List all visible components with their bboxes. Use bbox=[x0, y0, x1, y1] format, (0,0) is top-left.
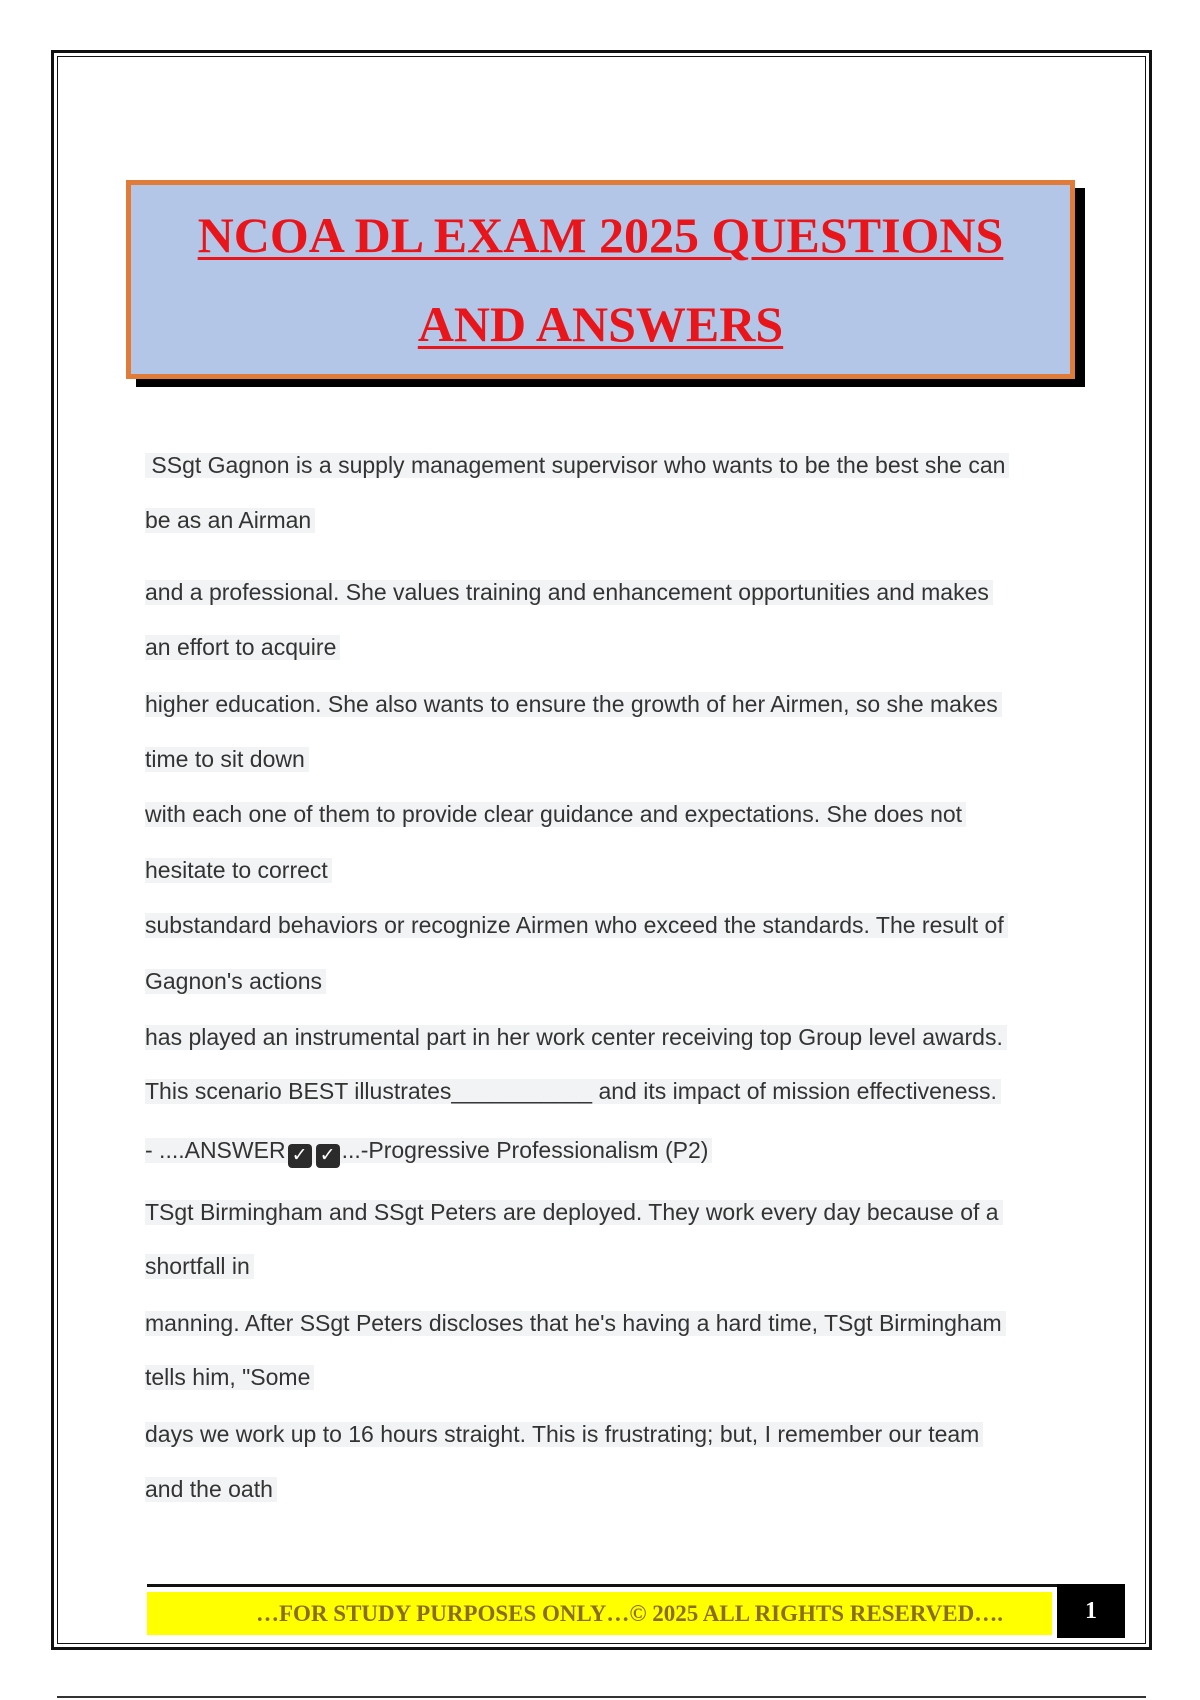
body-line: hesitate to correct bbox=[145, 858, 332, 883]
title-box bbox=[126, 180, 1075, 379]
body-line: SSgt Gagnon is a supply management supervisor who wants to be the best she can bbox=[145, 453, 1009, 478]
body-line: TSgt Birmingham and SSgt Peters are deployed. They work every day because of a bbox=[145, 1200, 1003, 1225]
body-line: and a professional. She values training and enhancement opportunities and makes bbox=[145, 580, 993, 605]
body-line: an effort to acquire bbox=[145, 635, 340, 660]
answer-prefix: - ....ANSWER bbox=[145, 1137, 286, 1163]
body-line: time to sit down bbox=[145, 747, 309, 772]
answer-text: ...-Progressive Professionalism (P2) bbox=[341, 1137, 709, 1163]
body-line: higher education. She also wants to ensure the growth of her Airmen, so she makes bbox=[145, 692, 1002, 717]
footer-rule bbox=[147, 1584, 1057, 1587]
body-line: shortfall in bbox=[145, 1254, 254, 1279]
body-line: be as an Airman bbox=[145, 508, 315, 533]
title-line-1: NCOA DL EXAM 2025 QUESTIONS bbox=[197, 206, 1004, 263]
title-line-2: AND ANSWERS bbox=[417, 295, 784, 352]
checkbox-checked-icon: ✓ bbox=[288, 1144, 312, 1168]
page-bottom-rule bbox=[57, 1696, 1146, 1698]
body-line: Gagnon's actions bbox=[145, 969, 326, 994]
checkbox-checked-icon: ✓ bbox=[316, 1144, 340, 1168]
body-line: has played an instrumental part in her work center receiving top Group level awards. bbox=[145, 1025, 1007, 1050]
body-line: substandard behaviors or recognize Airmen who exceed the standards. The result of bbox=[145, 913, 1008, 938]
body-line: with each one of them to provide clear guidance and expectations. She does not bbox=[145, 802, 966, 827]
body-line: tells him, "Some bbox=[145, 1365, 314, 1390]
footer-text: …FOR STUDY PURPOSES ONLY…© 2025 ALL RIGHTS RESERVED…. bbox=[256, 1600, 1003, 1626]
answer-line bbox=[145, 1137, 712, 1166]
body-line: This scenario BEST illustrates___________ and its impact of mission effectiveness. bbox=[145, 1079, 1001, 1104]
page-number: 1 bbox=[1057, 1584, 1125, 1638]
body-line: days we work up to 16 hours straight. This is frustrating; but, I remember our team bbox=[145, 1422, 983, 1447]
footer-band bbox=[147, 1592, 1052, 1635]
body-line: manning. After SSgt Peters discloses that he's having a hard time, TSgt Birmingham bbox=[145, 1311, 1006, 1336]
body-line: and the oath bbox=[145, 1477, 277, 1502]
